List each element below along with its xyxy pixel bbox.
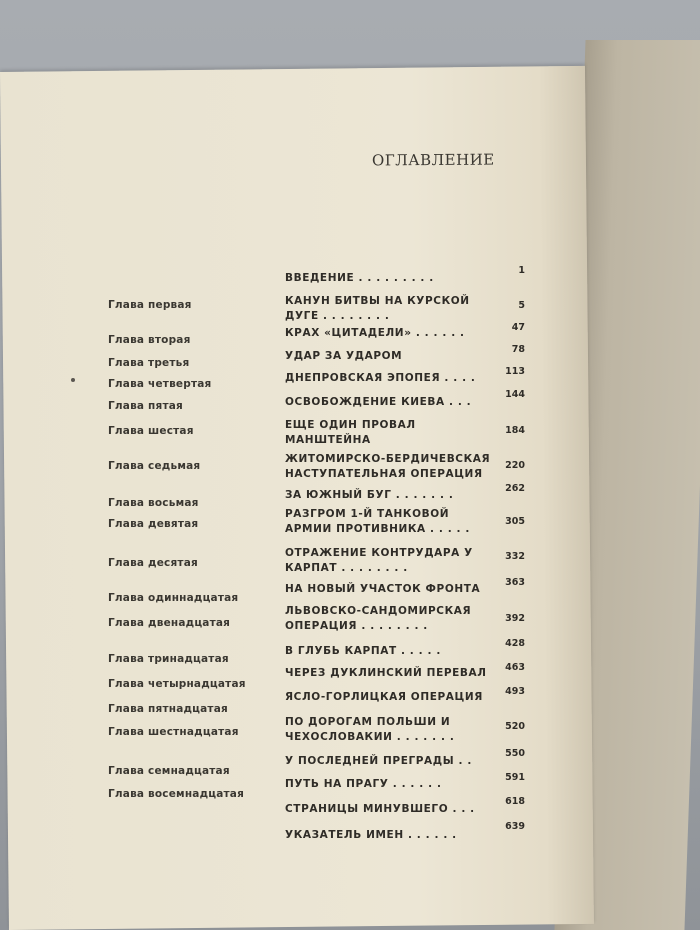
page-number: 428 <box>505 638 525 649</box>
chapter-label: Глава вторая <box>108 334 191 346</box>
toc-heading: ОГЛАВЛЕНИЕ <box>371 150 495 170</box>
entry-title: ОСВОБОЖДЕНИЕ КИЕВА . . . <box>285 396 472 408</box>
toc-entry-10 <box>0 546 560 580</box>
chapter-label: Глава третья <box>108 357 190 369</box>
chapter-label: Глава седьмая <box>108 460 201 472</box>
entry-title: ВВЕДЕНИЕ . . . . . . . . . <box>285 272 434 284</box>
chapter-label: Глава восьмая <box>108 497 199 509</box>
entry-title: ЖИТОМИРСКО-БЕРДИЧЕВСКАЯ НАСТУПАТЕЛЬНАЯ ОПЕРАЦИЯ <box>285 453 491 480</box>
page-number: 550 <box>505 748 525 759</box>
entry-title: УДАР ЗА УДАРОМ <box>285 350 403 362</box>
entry-title: ЕЩЕ ОДИН ПРОВАЛ МАНШТЕЙНА <box>285 419 416 446</box>
toc-entry-6 <box>0 418 560 452</box>
page-number: 463 <box>505 662 525 673</box>
chapter-label: Глава первая <box>108 299 192 311</box>
toc-entry-12 <box>0 603 560 637</box>
entry-title: У ПОСЛЕДНЕЙ ПРЕГРАДЫ . . <box>285 755 472 767</box>
entry-title: СТРАНИЦЫ МИНУВШЕГО . . . <box>285 803 475 815</box>
entry-title: В ГЛУБЬ КАРПАТ . . . . . <box>285 645 441 657</box>
chapter-label: Глава четвертая <box>108 378 212 390</box>
entry-title: ЛЬВОВСКО-САНДОМИРСКАЯ ОПЕРАЦИЯ . . . . . . . . <box>285 605 472 632</box>
chapter-label: Глава тринадцатая <box>108 653 229 665</box>
page-number: 113 <box>505 366 525 377</box>
page-number: 639 <box>505 821 525 832</box>
toc-entry-7 <box>0 452 560 486</box>
page-number: 363 <box>505 577 525 588</box>
entry-title: КРАХ «ЦИТАДЕЛИ» . . . . . . <box>285 327 465 339</box>
chapter-label: Глава шестая <box>108 425 194 437</box>
chapter-label: Глава шестнадцатая <box>108 726 239 738</box>
entry-title: ПУТЬ НА ПРАГУ . . . . . . <box>285 778 442 790</box>
page-number: 305 <box>505 516 525 527</box>
chapter-label: Глава девятая <box>108 518 199 530</box>
entry-title: РАЗГРОМ 1-Й ТАНКОВОЙ АРМИИ ПРОТИВНИКА . . . . . <box>285 508 470 535</box>
page-number: 78 <box>511 344 525 355</box>
toc-entry-16 <box>0 714 560 748</box>
chapter-label: Глава двенадцатая <box>108 617 231 629</box>
entry-title: ЗА ЮЖНЫЙ БУГ . . . . . . . <box>285 489 454 501</box>
entry-title: ОТРАЖЕНИЕ КОНТРУДАРА У КАРПАТ . . . . . . . . <box>285 547 473 574</box>
chapter-label: Глава десятая <box>108 557 198 569</box>
page-number: 144 <box>505 389 525 400</box>
page-number: 392 <box>505 613 525 624</box>
entry-title: ЯСЛО-ГОРЛИЦКАЯ ОПЕРАЦИЯ <box>285 691 483 703</box>
chapter-label: Глава одиннадцатая <box>108 592 239 604</box>
chapter-label: Глава четырнадцатая <box>108 678 246 690</box>
page-number: 184 <box>505 425 525 436</box>
chapter-label: Глава пятнадцатая <box>108 703 228 715</box>
page-number: 262 <box>505 483 525 494</box>
page-number: 47 <box>511 322 525 333</box>
entry-title: КАНУН БИТВЫ НА КУРСКОЙ ДУГЕ . . . . . . . . <box>285 295 470 322</box>
page-number: 493 <box>505 686 525 697</box>
chapter-label: Глава пятая <box>108 400 183 412</box>
entry-title: ЧЕРЕЗ ДУКЛИНСКИЙ ПЕРЕВАЛ <box>285 667 487 679</box>
page-number: 332 <box>505 551 525 562</box>
toc-entry-9 <box>0 507 560 541</box>
page-number: 591 <box>505 772 525 783</box>
page-number: 5 <box>518 300 525 311</box>
page-number: 220 <box>505 460 525 471</box>
entry-title: НА НОВЫЙ УЧАСТОК ФРОНТА <box>285 583 481 595</box>
chapter-label: Глава семнадцатая <box>108 765 230 777</box>
entry-title: УКАЗАТЕЛЬ ИМЕН . . . . . . <box>285 829 457 841</box>
page-number: 618 <box>505 796 525 807</box>
entry-title: ДНЕПРОВСКАЯ ЭПОПЕЯ . . . . <box>285 372 476 384</box>
page-number: 520 <box>505 721 525 732</box>
toc-entry-20 <box>0 821 560 861</box>
chapter-label: Глава восемнадцатая <box>108 788 245 800</box>
page-number: 1 <box>518 265 525 276</box>
entry-title: ПО ДОРОГАМ ПОЛЬШИ И ЧЕХОСЛОВАКИИ . . . . . . . <box>285 716 455 743</box>
